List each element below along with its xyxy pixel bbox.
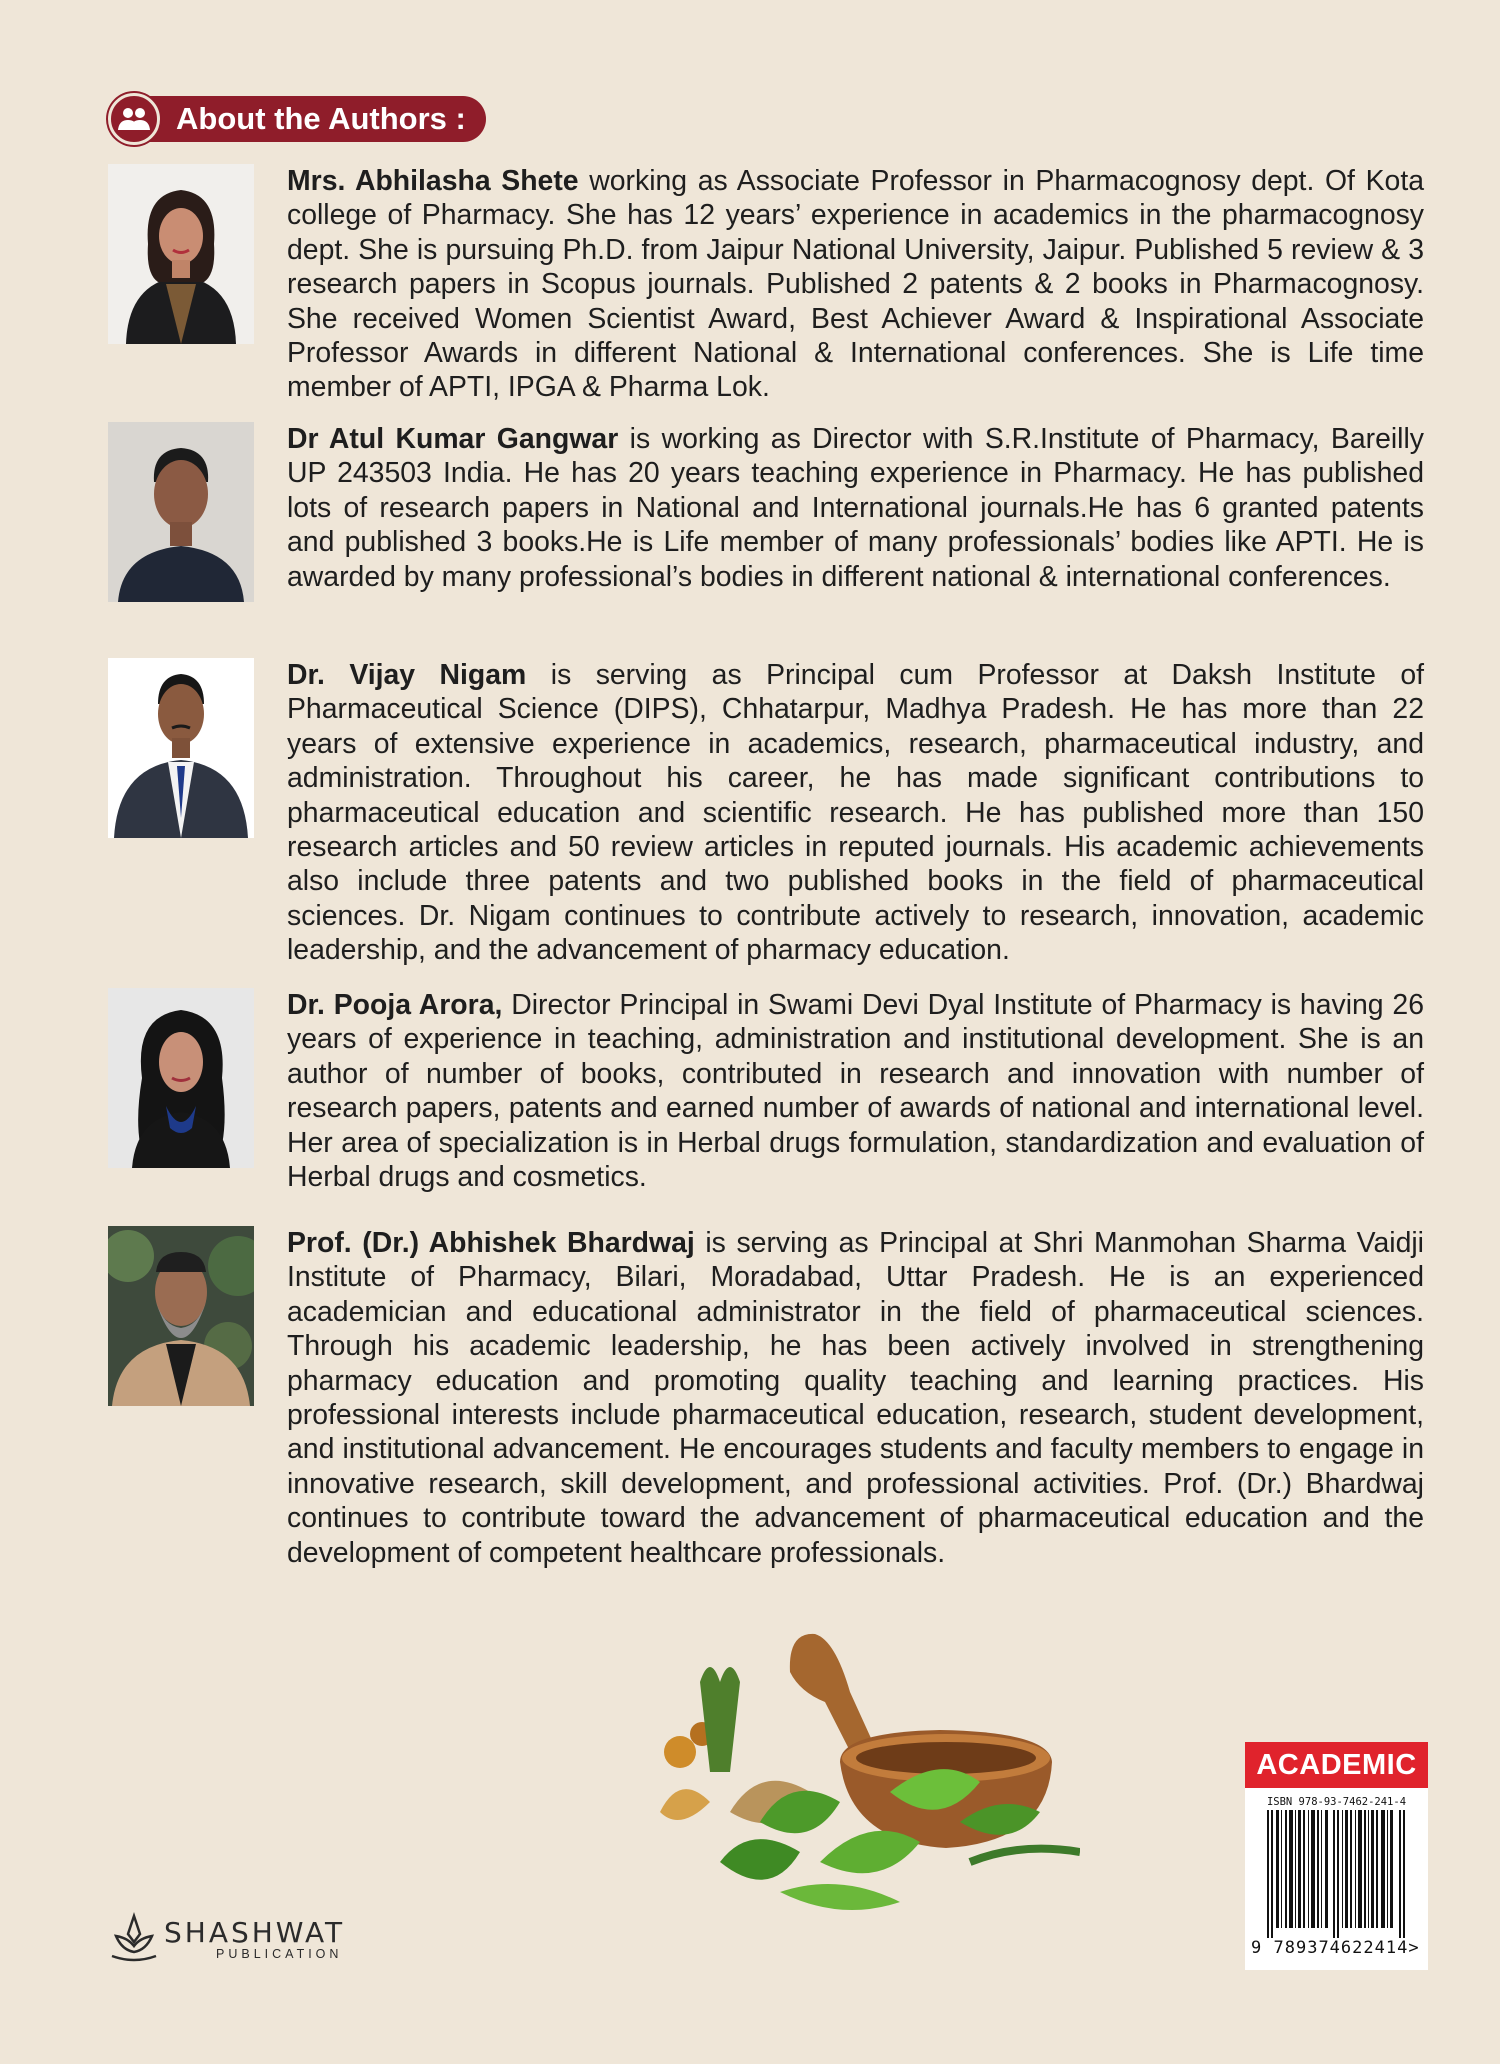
author-entry [108, 658, 1424, 988]
section-header [108, 94, 486, 144]
author-name: Prof. (Dr.) Abhishek Bhardwaj [287, 1227, 695, 1259]
author-name: Dr. Pooja Arora, [287, 989, 503, 1021]
isbn-label: ISBN 978-93-7462-241-4 [1266, 1796, 1407, 1808]
author-photo [108, 988, 254, 1168]
author-bio: is serving as Principal cum Professor at Daksh Institute of Pharmaceutical Science (DIPS), Chhatarpur, Madhya Pradesh. He has more than 22 years of extensive experience in academics, research, pharmaceutical industry, and administration. Throughout his career, he has made significant contributions to pharmaceutical education and scientific research. He has published more than 150 research articles and 50 review articles in reputed journals. His academic achievements also include three patents and two published books in the field of pharmaceutical sciences. Dr. Nigam continues to contribute actively to research, innovation, academic leadership, and the advancement of pharmacy education. [287, 659, 1424, 967]
author-name: Mrs. Abhilasha Shete [287, 165, 579, 197]
publisher-name: SHASHWAT [164, 1915, 346, 1949]
author-photo [108, 1226, 254, 1406]
author-entry [108, 1226, 1424, 1570]
author-bio: Director Principal in Swami Devi Dyal Institute of Pharmacy is having 26 years of experience in teaching, administration and institutional development. She is an author of number of books, contributed in research and innovation with number of research papers, patents and earned number of awards of national and international level. Her area of specialization is in Herbal drugs formulation, standardization and evaluation of Herbal drugs and cosmetics. [287, 989, 1424, 1194]
herbal-illustration [640, 1612, 1080, 1922]
author-entry [108, 164, 1424, 422]
author-photo [108, 422, 254, 602]
author-list [108, 164, 1424, 1570]
publisher-logo [110, 1912, 345, 1964]
barcode-block [1245, 1742, 1428, 1970]
author-entry [108, 422, 1424, 658]
author-photo [108, 658, 254, 838]
users-icon [108, 93, 160, 145]
lotus-icon [110, 1912, 158, 1964]
category-badge: ACADEMIC [1245, 1742, 1428, 1788]
ean-number: 9 789374622414> [1251, 1938, 1420, 1958]
author-bio: is serving as Principal at Shri Manmohan Sharma Vaidji Institute of Pharmacy, Bilari, Moradabad, Uttar Pradesh. He is an experienced academician and educational administrator in the field of pharmaceutical sciences. Through his academic leadership, he has been actively involved in strengthening pharmacy education and promoting quality teaching and learning practices. His professional interests include pharmaceutical education, research, student development, and institutional advancement. He encourages students and faculty members to engage in innovative research, skill development, and professional activities. Prof. (Dr.) Bhardwaj continues to contribute toward the advancement of pharmaceutical education and the development of competent healthcare professionals. [287, 1227, 1424, 1569]
barcode [1267, 1810, 1407, 1938]
author-name: Dr. Vijay Nigam [287, 659, 527, 691]
section-title: About the Authors : [146, 96, 486, 142]
author-bio: working as Associate Professor in Pharmacognosy dept. Of Kota college of Pharmacy. She has 12 years’ experience in academics in the pharmacognosy dept. She is pursuing Ph.D. from Jaipur National University, Jaipur. Published 5 review & 3 research papers in Scopus journals. Published 2 patents & 2 books in Pharmacognosy. She received Women Scientist Award, Best Achiever Award & Inspirational Associate Professor Awards in different National & International conferences. She is Life time member of APTI, IPGA & Pharma Lok. [287, 165, 1424, 404]
author-photo [108, 164, 254, 344]
author-name: Dr Atul Kumar Gangwar [287, 423, 619, 455]
author-entry [108, 988, 1424, 1226]
publisher-sub: PUBLICATION [216, 1946, 343, 1961]
author-bio: is working as Director with S.R.Institute of Pharmacy, Bareilly UP 243503 India. He has 20 years teaching experience in Pharmacy. He has published lots of research papers in National and International journals.He has 6 granted patents and published 3 books.He is Life member of many professionals’ bodies like APTI. He is awarded by many professional’s bodies in different national & international conferences. [287, 423, 1424, 593]
